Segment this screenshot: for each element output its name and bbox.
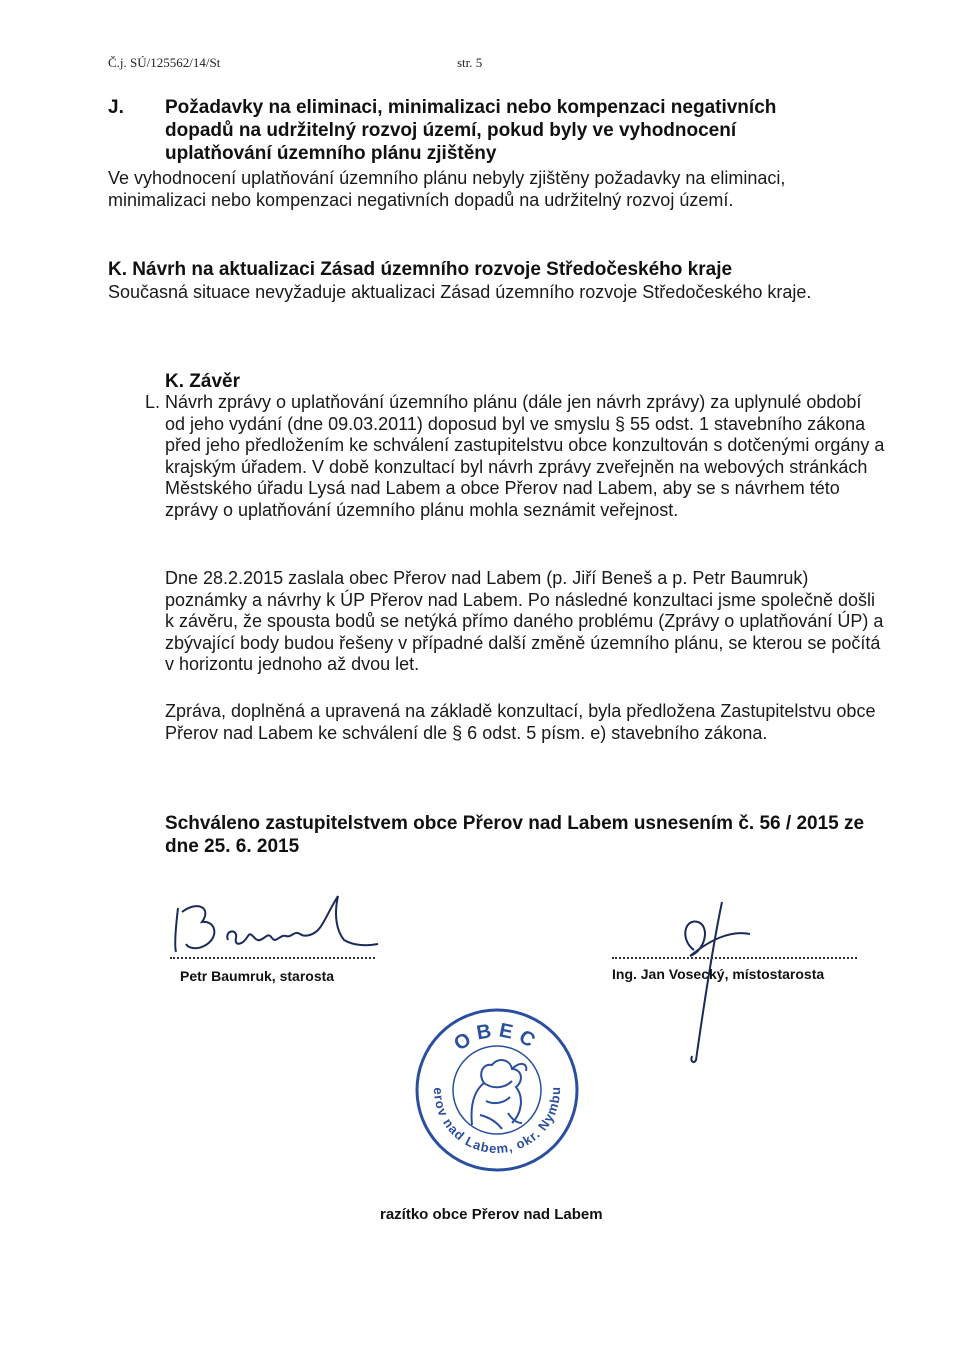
section-k1-title: K. Návrh na aktualizaci Zásad územního rozvoje Středočeského kraje: [108, 259, 733, 280]
page-number: str. 5: [457, 55, 483, 70]
stamp-ring-text: Přerov nad Labem, okr. Nymburk: [407, 993, 564, 1157]
section-j-label: J.: [108, 97, 124, 118]
section-l-paragraph3: Zpráva, doplněná a upravená na základě konzultací, byla předložena Zastupitelstvu obce Přerov nad Labem ke schválení dle § 6 odst. 5 písm. e) stavebního zákona.: [165, 701, 876, 743]
section-j-title-line1: Požadavky na eliminaci, minimalizaci nebo kompenzaci negativních: [165, 97, 777, 118]
signature-name-left: Petr Baumruk, starosta: [180, 968, 335, 984]
section-l-paragraph2: Dne 28.2.2015 zaslala obec Přerov nad Labem (p. Jiří Beneš a p. Petr Baumruk) poznámky a návrhy k ÚP Přerov nad Labem. Po následné konzultaci jsme společně došli k závěru, že spousta bodů se netýká přímo daného problému (Zprávy o uplatňování ÚP) a zbývající body budou řešeny v případné další změně územního plánu, se kterou se počítá v horizontu jednoho až dvou let.: [165, 568, 884, 674]
section-k1-text: Současná situace nevyžaduje aktualizaci Zásad územního rozvoje Středočeského kraje.: [108, 282, 812, 302]
signature-vosecky: [650, 900, 770, 1070]
reference-number: Č.j. SÚ/125562/14/St: [108, 55, 221, 70]
stamp-caption: razítko obce Přerov nad Labem: [380, 1206, 603, 1223]
approval-statement: Schváleno zastupitelstvem obce Přerov nad Labem usnesením č. 56 / 2015 ze dne 25. 6. 2015: [165, 813, 865, 857]
svg-text:OBEC: [450, 1019, 544, 1055]
signature-name-right: Ing. Jan Vosecký, místostarosta: [612, 966, 825, 982]
lion-emblem-icon: [472, 1060, 527, 1129]
stamp-top-text: OBEC: [450, 1019, 544, 1056]
official-stamp: [407, 993, 582, 1175]
section-j-title-rest: dopadů na udržitelný rozvoj území, pokud byly ve vyhodnocení uplatňování územního plánu zjištěny: [165, 120, 737, 164]
section-k2-title: K. Závěr: [165, 371, 240, 392]
section-l-paragraph1: [145, 392, 885, 521]
section-j-text: Ve vyhodnocení uplatňování územního plánu nebyly zjištěny požadavky na eliminaci, minimalizaci nebo kompenzaci negativních dopadů na udržitelný rozvoj území.: [108, 168, 786, 210]
signature-line-right: [612, 957, 857, 959]
section-l-paragraph1-text: Návrh zprávy o uplatňování územního plánu (dále jen návrh zprávy) za uplynulé období od jeho vydání (dne 09.03.2011) doposud byl ve smyslu § 55 odst. 1 stavebního zákona před jeho předložením ke schválení zastupitelstvu obce konzultován s dotčenými orgány a krajským úřadem. V době konzultací byl návrh zprávy zveřejněn na webových stránkách Městského úřadu Lysá nad Labem a obce Přerov nad Labem, aby se s návrhem této zprávy o uplatňování územního plánu mohla seznámit veřejnost.: [165, 392, 885, 520]
section-j-title: [108, 96, 848, 165]
section-l-label: L.: [145, 392, 161, 412]
signature-line-left: [170, 957, 375, 959]
